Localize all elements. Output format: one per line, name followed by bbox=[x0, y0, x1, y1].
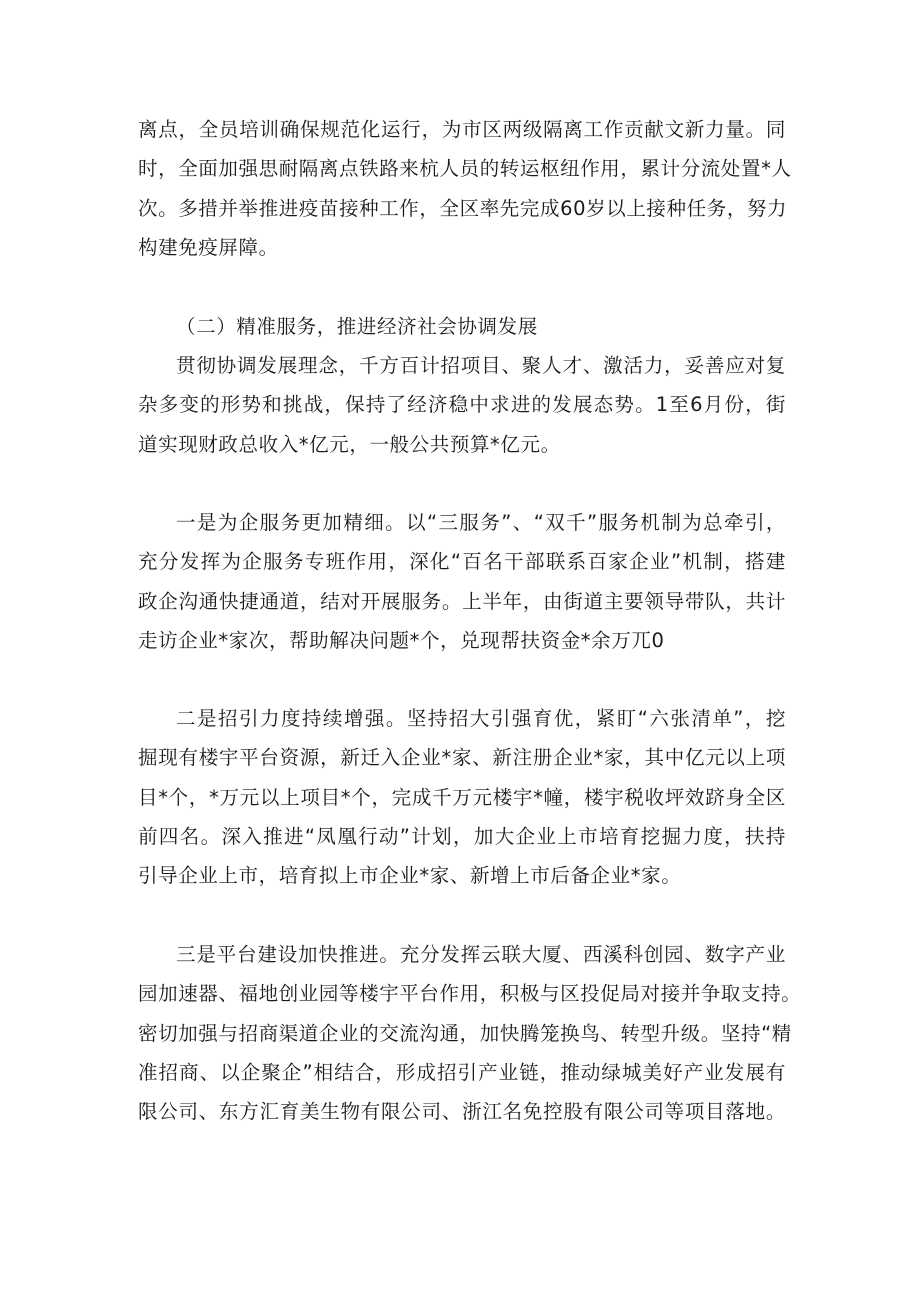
text-line: 前四名。深入推进“凤凰行动”计划，加大企业上市培育挖掘力度，扶持 bbox=[138, 824, 786, 848]
text-line: 三是平台建设加快推进。充分发挥云联大厦、西溪科创园、数字产业 bbox=[176, 943, 786, 966]
text-line: 二是招引力度持续增强。坚持招大引强育优，紧盯“六张清单”，挖 bbox=[176, 707, 786, 730]
text-line: 准招商、以企聚企”相结合，形成招引产业链，推动绿城美好产业发展有 bbox=[138, 1060, 786, 1084]
text-line: 政企沟通快捷通道，结对开展服务。上半年，由街道主要领导带队，共计 bbox=[138, 589, 786, 613]
text-line: 目*个，*万元以上项目*个，完成千万元楼宇*幢，楼宇税收坪效跻身全区 bbox=[138, 785, 786, 809]
text-line: 园加速器、福地创业园等楼宇平台作用，积极与区投促局对接并争取支持。 bbox=[138, 982, 802, 1006]
section-heading-precise-service bbox=[176, 307, 538, 346]
text-line: 掘现有楼宇平台资源，新迁入企业*家、新注册企业*家，其中亿元以上项 bbox=[138, 746, 786, 770]
paragraph-platform-construction bbox=[138, 935, 802, 1131]
paragraph-enterprise-service bbox=[138, 503, 786, 660]
text-line: 贯彻协调发展理念，千方百计招项目、聚人才、激活力，妥善应对复 bbox=[176, 354, 786, 377]
text-line: 时，全面加强思耐隔离点铁路来杭人员的转运枢纽作用，累计分流处置*人 bbox=[138, 157, 792, 181]
text-line: 引导企业上市，培育拟上市企业*家、新增上市后备企业*家。 bbox=[138, 864, 682, 888]
text-line: 杂多变的形势和挑战，保持了经济稳中求进的发展态势。1至6月份，街 bbox=[138, 393, 786, 417]
text-line: 密切加强与招商渠道企业的交流沟通，加快腾笼换鸟、转型升级。坚持“精 bbox=[138, 1021, 792, 1045]
text-line: 走访企业*家次，帮助解决问题*个，兑现帮扶资金*余万兀0 bbox=[138, 628, 665, 652]
text-line: 构建免疫屏障。 bbox=[138, 235, 279, 259]
text-line: 充分发挥为企服务专班作用，深化“百名干部联系百家企业”机制，搭建 bbox=[138, 550, 786, 574]
text-line: 次。多措并举推进疫苗接种工作，全区率先完成60岁以上接种任务，努力 bbox=[138, 196, 788, 220]
paragraph-isolation-continued bbox=[138, 110, 792, 267]
heading-text: （二）精准服务，推进经济社会协调发展 bbox=[176, 315, 538, 338]
paragraph-coordinated-development bbox=[138, 346, 786, 464]
text-line: 道实现财政总收入*亿元，一般公共预算*亿元。 bbox=[138, 432, 561, 456]
text-line: 离点，全员培训确保规范化运行，为市区两级隔离工作贡献文新力量。同 bbox=[138, 118, 786, 141]
text-line: 限公司、东方汇育美生物有限公司、浙江名免控股有限公司等项目落地。 bbox=[138, 1100, 786, 1124]
paragraph-investment-attraction bbox=[138, 699, 786, 895]
text-line: 一是为企服务更加精细。以“三服务”、“双千”服务机制为总牵引， bbox=[176, 511, 786, 534]
